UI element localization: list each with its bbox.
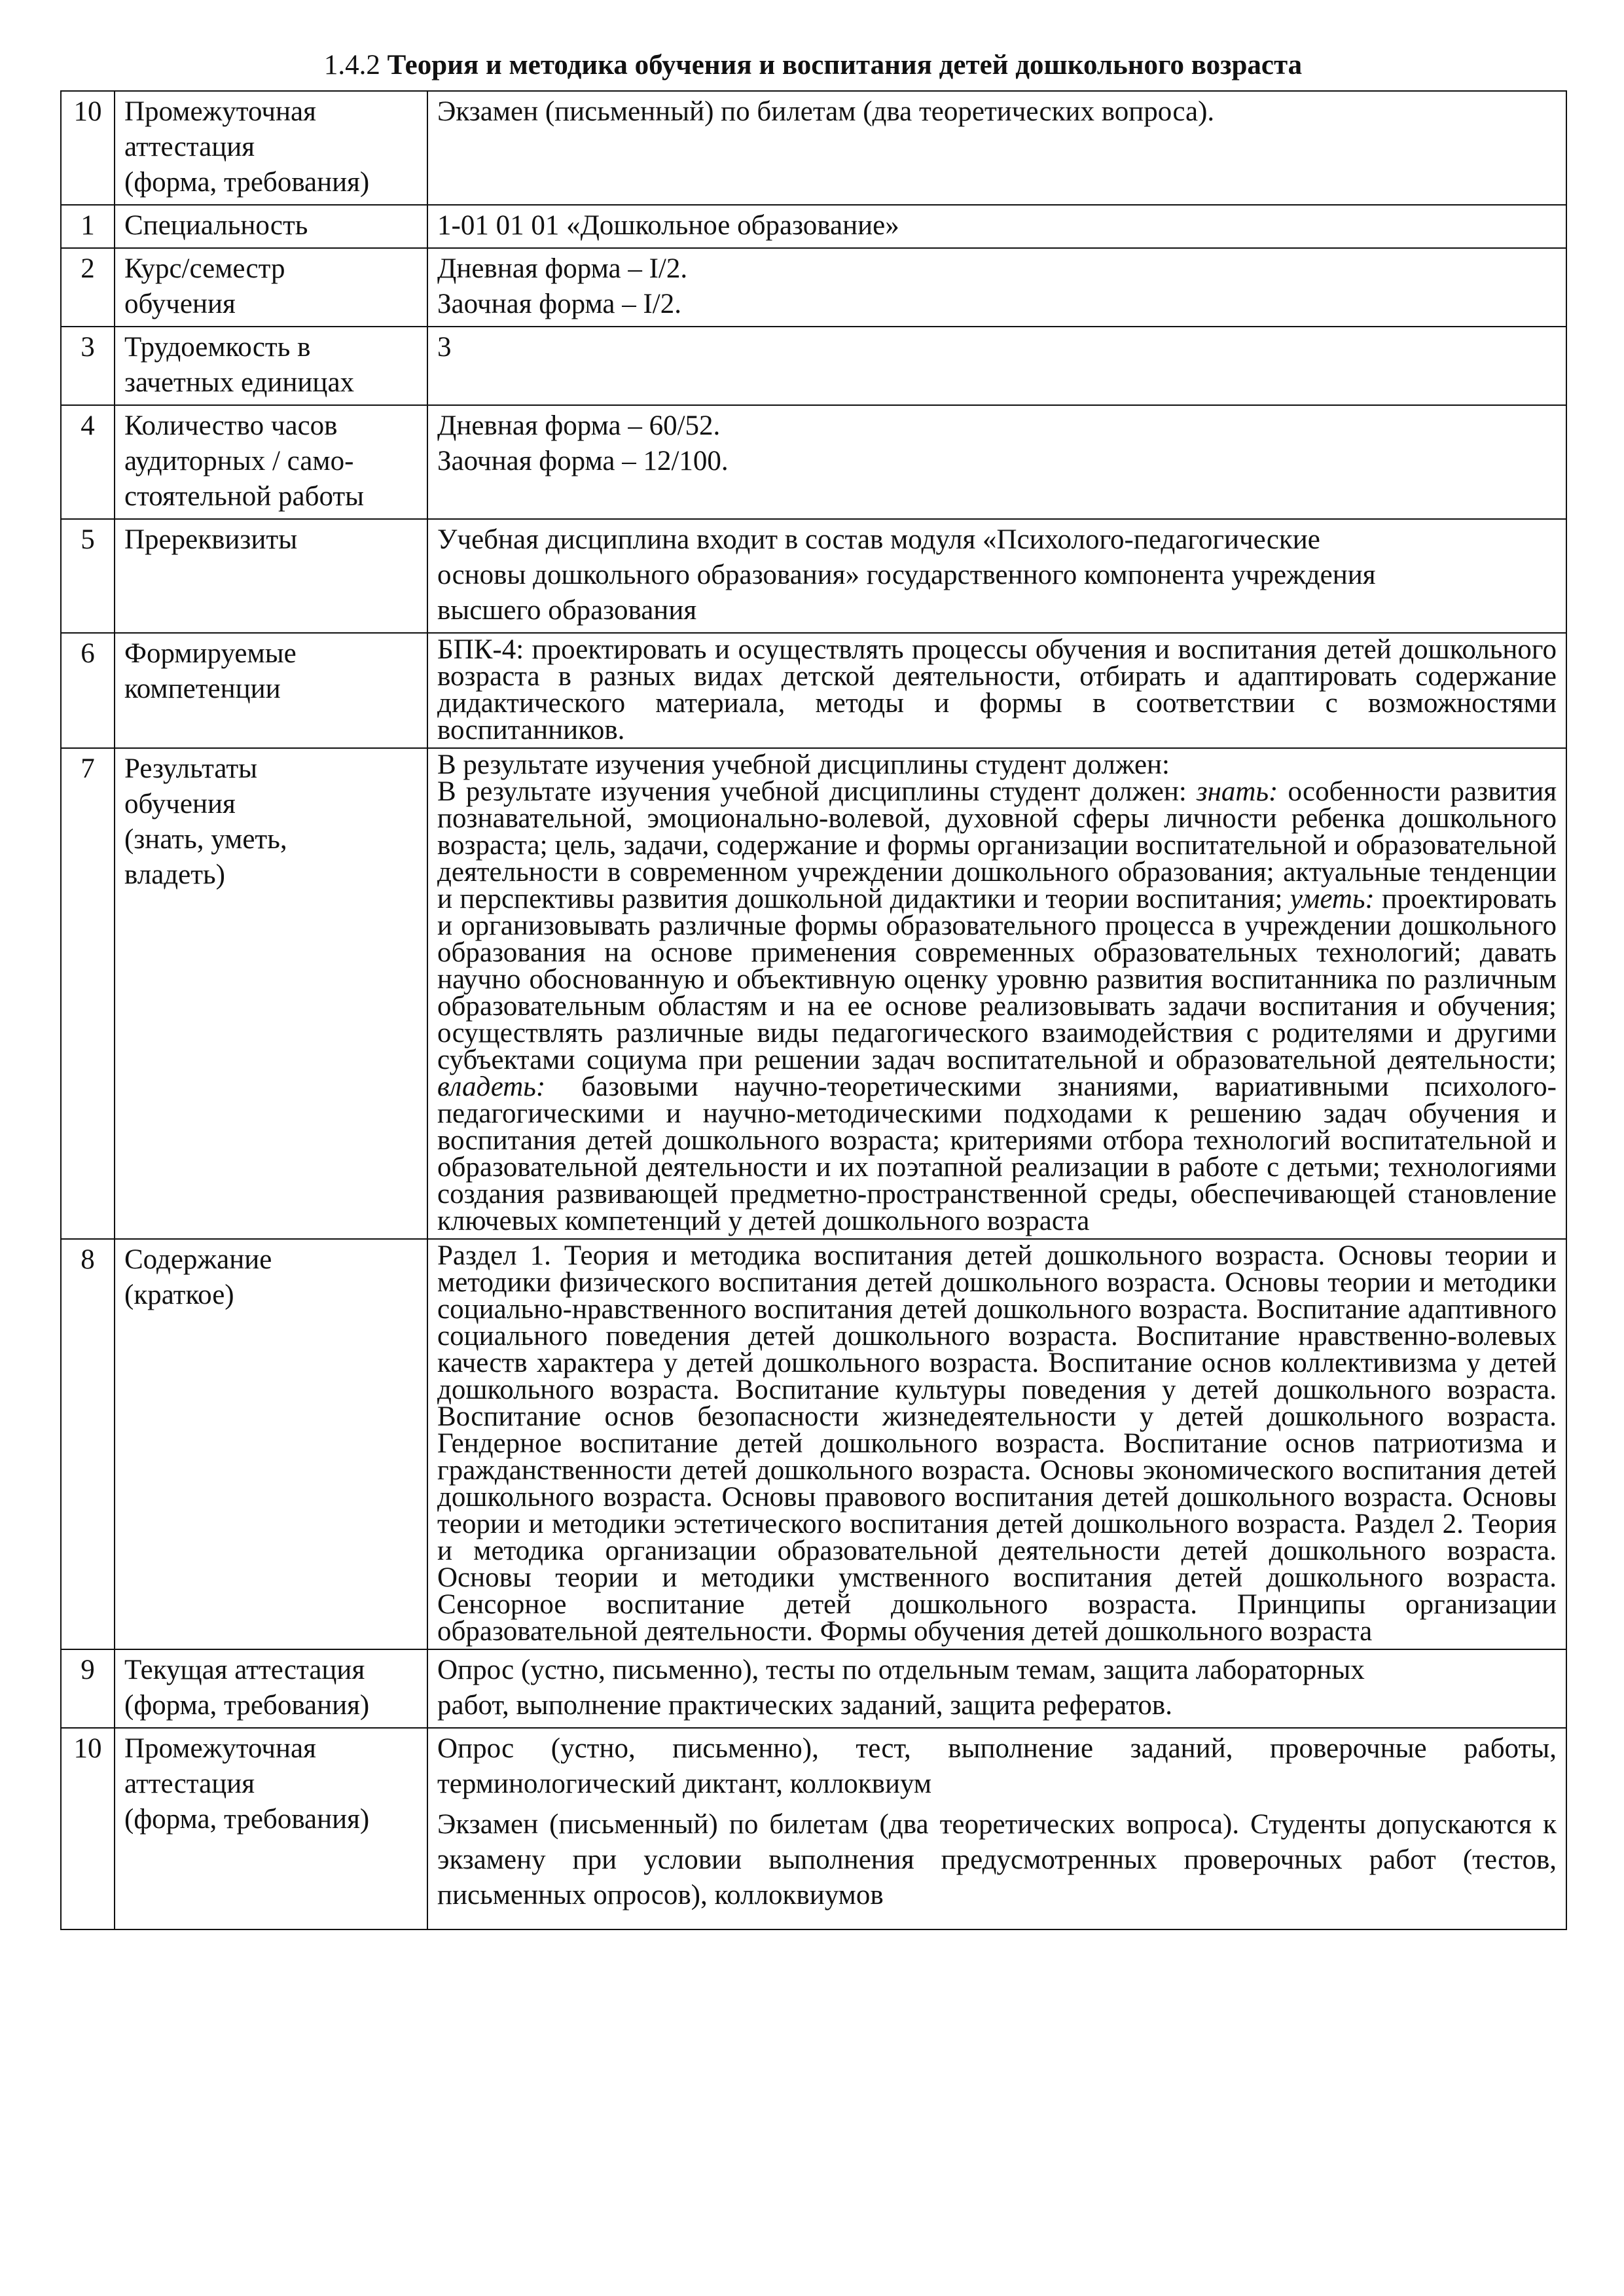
row-value: БПК-4: проектировать и осуществлять процессы обучения и воспитания детей дошкольного возраста в разных видах детской деятельности, отбирать и адаптировать содержание дидактического материала, методы и формы в соответствии с возможностями воспитанников.	[427, 633, 1566, 748]
label-line: Содержание	[124, 1244, 272, 1275]
label-line: стоятельной работы	[124, 481, 365, 512]
label-line: аудиторных / само-	[124, 446, 354, 476]
row-number: 4	[61, 405, 115, 519]
table-row	[61, 1649, 1566, 1728]
label-line: Формируемые	[124, 638, 297, 669]
row-number: 9	[61, 1649, 115, 1728]
own-word: владеть:	[437, 1071, 546, 1102]
table-row	[61, 248, 1566, 327]
row-number: 2	[61, 248, 115, 327]
label-line: владеть)	[124, 859, 225, 890]
label-line: аттестация	[124, 132, 255, 162]
value-text: В результате изучения учебной дисциплины студент должен:	[437, 776, 1187, 807]
row-value: Раздел 1. Теория и методика воспитания детей дошкольного возраста. Основы теории и методики физического воспитания детей дошкольного возраста. Основы теории и методики социально-нравственного воспитания детей дошкольного возраста. Воспитание адаптивного социального поведения детей дошкольного возраста. Воспитание нравственно-волевых качеств характера у детей дошкольного возраста. Воспитание основ коллективизма у детей дошкольного возраста. Воспитание культуры поведения у детей дошкольного возраста. Воспитание основ безопасности жизнедеятельности у детей дошкольного возраста. Гендерное воспитание детей дошкольного возраста. Воспитание основ патриотизма и гражданственности детей дошкольного возраста. Основы экономического воспитания детей дошкольного возраста. Основы правового воспитания детей дошкольного возраста. Основы теории и методики эстетического воспитания детей дошкольного возраста. Раздел 2. Теория и методика организации образовательной деятельности детей дошкольного возраста. Основы теории и методики умственного воспитания детей дошкольного возраста. Сенсорное воспитание детей дошкольного возраста. Принципы организации образовательной деятельности. Формы обучения детей дошкольного возраста	[427, 1239, 1566, 1649]
table-row	[61, 327, 1566, 405]
row-number: 8	[61, 1239, 115, 1649]
page-title	[60, 48, 1566, 82]
table-row	[61, 748, 1566, 1239]
label-line: Результаты	[124, 753, 258, 784]
value-text: особенности развития познавательной, эмоционально-волевой, духовной сферы личности ребенка дошкольного возраста; цель, задачи, содержание и формы организации воспитательной и образовательной деятельности в современном учреждении дошкольного образования; актуальные тенденции и перспективы развития дошкольной дидактики и теории воспитания;	[437, 776, 1557, 914]
value-line: Дневная форма – 60/52.	[437, 410, 721, 441]
value-line: работ, выполнение практических заданий, защита рефератов.	[437, 1690, 1172, 1721]
row-number: 5	[61, 519, 115, 633]
row-value	[427, 1728, 1566, 1929]
can-word: уметь:	[1290, 884, 1375, 914]
row-label	[115, 1649, 427, 1728]
table-row	[61, 1239, 1566, 1649]
label-line: обучения	[124, 789, 236, 819]
row-number: 3	[61, 327, 115, 405]
row-value	[427, 248, 1566, 327]
row-number: 1	[61, 205, 115, 248]
label-line: обучения	[124, 289, 236, 319]
row-label	[115, 1728, 427, 1929]
row-value	[427, 1649, 1566, 1728]
row-value: Экзамен (письменный) по билетам (два теоретических вопроса).	[427, 91, 1566, 205]
value-line: высшего образования	[437, 595, 697, 626]
table-row	[61, 1728, 1566, 1929]
value-line: Заочная форма – 12/100.	[437, 446, 729, 476]
table-row	[61, 633, 1566, 748]
label-line: Курс/семестр	[124, 253, 285, 284]
value-line: Опрос (устно, письменно), тесты по отдельным темам, защита лабораторных	[437, 1655, 1365, 1685]
row-label: Пререквизиты	[115, 519, 427, 633]
table-row	[61, 519, 1566, 633]
row-label	[115, 633, 427, 748]
table-row	[61, 91, 1566, 205]
row-label	[115, 91, 427, 205]
label-line: (знать, уметь,	[124, 824, 287, 855]
row-label	[115, 248, 427, 327]
row-label	[115, 405, 427, 519]
title-text: Теория и методика обучения и воспитания детей дошкольного возраста	[387, 50, 1303, 81]
value-intro: В результате изучения учебной дисциплины студент должен:	[437, 749, 1170, 780]
label-line: Трудоемкость в	[124, 332, 311, 363]
row-value: 3	[427, 327, 1566, 405]
label-line: (краткое)	[124, 1280, 234, 1310]
value-line: Дневная форма – I/2.	[437, 253, 688, 284]
label-line: аттестация	[124, 1768, 255, 1799]
label-line: Промежуточная	[124, 1733, 316, 1764]
label-line: компетенции	[124, 673, 281, 704]
row-value	[427, 405, 1566, 519]
row-label	[115, 1239, 427, 1649]
row-label: Специальность	[115, 205, 427, 248]
value-text: базовыми научно-теоретическими знаниями, вариативными психолого-педагогическими и научно-методическими подходами к решению задач обучения и воспитания детей дошкольного возраста; критериями отбора технологий воспитательной и образовательной деятельности и их поэтапной реализации в работе с детьми; технологиями создания развивающей предметно-пространственной среды, обеспечивающей становление ключевых компетенций у детей дошкольного возраста	[437, 1071, 1557, 1236]
value-paragraph: Опрос (устно, письменно), тест, выполнение заданий, проверочные работы, терминологический диктант, коллоквиум	[437, 1733, 1557, 1799]
row-label	[115, 327, 427, 405]
row-value: 1-01 01 01 «Дошкольное образование»	[427, 205, 1566, 248]
value-paragraph: Экзамен (письменный) по билетам (два теоретических вопроса). Студенты допускаются к экзамену при условии выполнения предусмотренных проверочных работ (тестов, письменных опросов), коллоквиумов	[437, 1809, 1557, 1910]
row-label	[115, 748, 427, 1239]
label-line: (форма, требования)	[124, 1690, 370, 1721]
row-value	[427, 519, 1566, 633]
value-line: Заочная форма – I/2.	[437, 289, 681, 319]
label-line: Промежуточная	[124, 96, 316, 127]
row-value	[427, 748, 1566, 1239]
value-line: Учебная дисциплина входит в состав модуля «Психолого-педагогические	[437, 524, 1320, 555]
row-number: 10	[61, 1728, 115, 1929]
row-number: 10	[61, 91, 115, 205]
label-line: зачетных единицах	[124, 367, 355, 398]
label-line: (форма, требования)	[124, 167, 370, 198]
table-row	[61, 205, 1566, 248]
table-row	[61, 405, 1566, 519]
value-line: основы дошкольного образования» государственного компонента учреждения	[437, 560, 1376, 590]
know-word: знать:	[1196, 776, 1278, 807]
label-line: Количество часов	[124, 410, 338, 441]
course-info-table	[60, 90, 1567, 1930]
title-number: 1.4.2	[323, 50, 380, 81]
label-line: (форма, требования)	[124, 1804, 370, 1835]
row-number: 7	[61, 748, 115, 1239]
value-text: проектировать и организовывать различные формы образовательного процесса в учреждении дошкольного образования на основе применения современных образовательных технологий; давать научно обоснованную и объективную оценку уровню развития воспитанника по различным образовательным областям и на ее основе реализовывать задачи воспитания и обучения; осуществлять различные виды педагогического взаимодействия с родителями и другими субъектами социума при решении задач воспитательной и образовательной деятельности;	[437, 884, 1557, 1075]
label-line: Текущая аттестация	[124, 1655, 365, 1685]
row-number: 6	[61, 633, 115, 748]
